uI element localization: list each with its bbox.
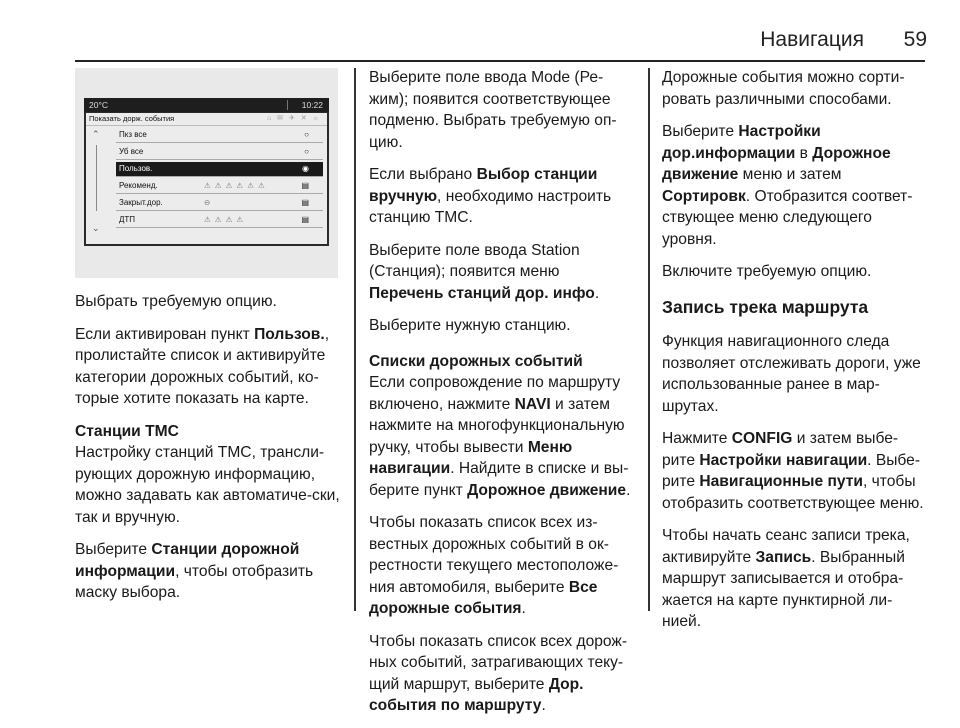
paragraph: Нажмите CONFIG и затем выбе-рите Настройки навигации. Выбе-рите Навигационные пути, чтобы отобразить соответствующее меню. xyxy=(662,430,924,512)
paragraph: Выберите Станции дорожной информации, чтобы отобразить маску выбора. xyxy=(75,541,314,601)
paragraph: Выберите поле ввода Mode (Ре-жим); появится соответствующее подменю. Выбрать требуемую оп-цию. xyxy=(369,69,617,151)
column-1 xyxy=(75,291,343,615)
item-label: Пкз все xyxy=(119,130,147,139)
display-screen xyxy=(84,98,329,246)
column-divider xyxy=(648,68,650,611)
section-title: Навигация xyxy=(760,28,864,51)
submenu-icon: ▤ xyxy=(301,198,309,207)
paragraph: Дорожные события можно сорти-ровать различными способами. xyxy=(662,69,905,108)
list-item[interactable] xyxy=(116,145,323,160)
paragraph: Если сопровождение по маршруту включено, нажмите NAVI и затем нажмите на многофункциональную ручку, чтобы вывести Меню навигации. Найдите в списке и вы-берите пункт Дорожное движение. xyxy=(369,374,631,499)
paragraph: Чтобы показать список всех дорож-ных событий, затрагивающих теку-щий маршрут, выберите Дор. события по маршруту. xyxy=(369,632,628,714)
paragraph: Настройку станций TMC, трансли-рующих дорожную информацию, можно задавать как автоматиче-ски, так и вручную. xyxy=(75,444,340,526)
paragraph: Включите требуемую опцию. xyxy=(662,263,872,280)
paragraph: Чтобы показать список всех из-вестных дорожных событий в ок-рестности текущего местоположе-ния автомобиля, выберите Все дорожные события. xyxy=(369,514,619,617)
scrollbar[interactable] xyxy=(96,145,97,211)
event-icons: ⊖ xyxy=(204,198,212,207)
column-3 xyxy=(662,67,928,644)
status-divider xyxy=(287,100,288,110)
radio-icon: ○ xyxy=(304,130,309,139)
event-icons: ⚠ ⚠ ⚠ ⚠ xyxy=(204,215,245,224)
item-label: Закрыт.дор. xyxy=(119,198,163,207)
subheading: Станции TMC xyxy=(75,422,179,440)
chevron-down-icon[interactable]: ⌄ xyxy=(92,223,100,233)
column-divider xyxy=(354,68,356,611)
status-icons: ⌂ ✉ ✈ ✕ ☼ xyxy=(266,115,321,122)
infotainment-screenshot xyxy=(75,68,338,278)
submenu-icon: ▤ xyxy=(301,215,309,224)
status-bar xyxy=(84,98,329,112)
item-label: Пользов. xyxy=(119,164,153,173)
column-2 xyxy=(369,67,635,728)
page-number: 59 xyxy=(903,28,927,51)
paragraph: Выберите нужную станцию. xyxy=(369,317,571,334)
paragraph: Выбрать требуемую опцию. xyxy=(75,293,277,310)
header-rule xyxy=(75,60,925,62)
item-label: ДТП xyxy=(119,215,136,224)
paragraph: Функция навигационного следа позволяет отслеживать дороги, уже использованные ранее в мар-шрутах. xyxy=(662,333,921,415)
item-label: Рекоменд. xyxy=(119,181,158,190)
paragraph: Выберите поле ввода Station (Станция); появится меню Перечень станций дор. инфо. xyxy=(369,241,600,302)
list-item[interactable] xyxy=(116,128,323,143)
list-item-selected[interactable] xyxy=(116,162,323,177)
event-icons: ⚠ ⚠ ⚠ ⚠ ⚠ ⚠ xyxy=(204,181,266,190)
menu-title: Показать дорж. события xyxy=(89,114,175,123)
radio-icon: ○ xyxy=(304,147,309,156)
paragraph: Чтобы начать сеанс записи трека, активируйте Запись. Выбранный маршрут записывается и отобра-жается на карте пунктирной ли-нией. xyxy=(662,527,910,630)
radio-selected-icon: ◉ xyxy=(302,164,309,173)
item-label: Уб все xyxy=(119,147,144,156)
title-rule xyxy=(86,125,327,126)
paragraph: Если активирован пункт Пользов., пролистайте список и активируйте категории дорожных событий, ко-торые хотите показать на карте. xyxy=(75,325,330,407)
list-item[interactable] xyxy=(116,196,323,211)
menu-panel xyxy=(86,113,327,244)
temperature: 20°C xyxy=(89,100,108,110)
paragraph: Выберите Настройки дор.информации в Дорожное движение меню и затем Сортировк. Отобразится соответ-ствующее меню следующего уровня. xyxy=(662,123,913,248)
section-heading: Запись трека маршрута xyxy=(662,296,869,317)
submenu-icon: ▤ xyxy=(301,181,309,190)
list-item[interactable] xyxy=(116,179,323,194)
paragraph: Если выбрано Выбор станции вручную, необходимо настроить станцию TMC. xyxy=(369,166,612,226)
list-item[interactable] xyxy=(116,213,323,228)
subheading: Списки дорожных событий xyxy=(369,352,583,370)
clock: 10:22 xyxy=(301,100,323,110)
chevron-up-icon[interactable]: ⌃ xyxy=(92,129,100,139)
